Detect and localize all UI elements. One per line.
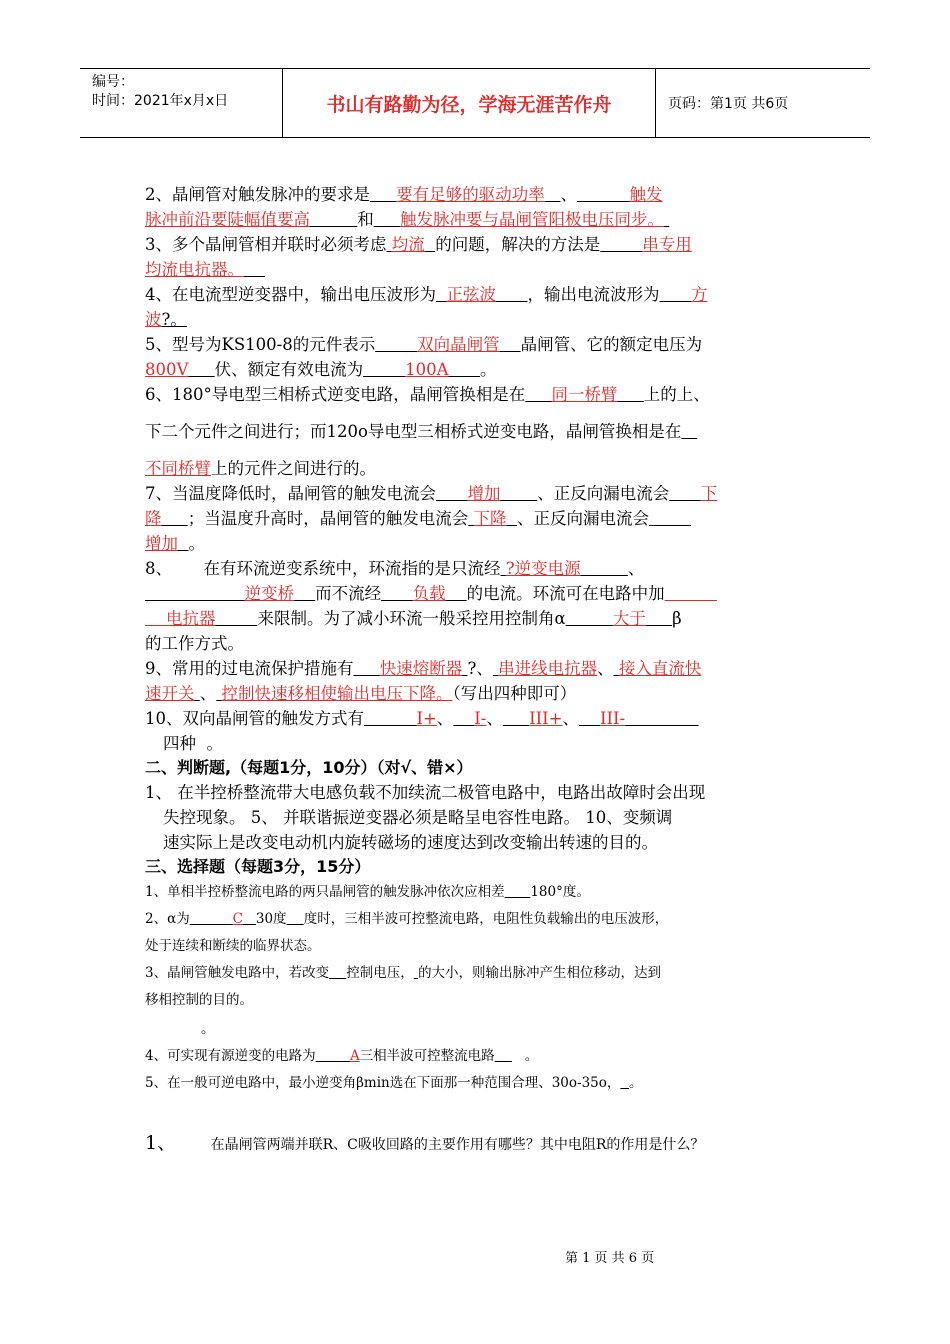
header-left-cell [80, 69, 283, 137]
question-6-line-3: 不同桥臂上的元件之间进行的。 [145, 459, 376, 478]
section-2-paragraph-3: 速实际上是改变电动机内旋转磁场的速度达到改变输出转速的目的。 [163, 833, 658, 852]
question-8-line-2: 逆变桥 而不流经 负载 的电流。环流可在电路中加 [244, 584, 665, 603]
section-2-paragraph-1: 1、 在半控桥整流带大电感负载不加续流二极管电路中，电路出故障时会出现 [145, 783, 706, 802]
choice-question-3-line-1: 3、晶闸管触发电路中，若改变 控制电压， 的大小，则输出脉冲产生相位移动，达到 [145, 965, 662, 981]
choice-question-3-line-2: 移相控制的目的。 [145, 992, 253, 1008]
question-7-line-2: 降 ；当温度升高时，晶闸管的触发电流会 下降 、正反向漏电流会 [145, 509, 649, 528]
question-8-line-1: 8、 在有环流逆变系统中，环流指的是只流经 ?逆变电源 、 [145, 559, 645, 578]
question-6-line-1: 6、180°导电型三相桥式逆变电路，晶闸管换相是在 同一桥臂 上的上、 [145, 385, 710, 404]
question-8-line-4: 的工作方式。 [145, 634, 244, 653]
choice-question-5: 5、在一般可逆电路中，最小逆变角βmin选在下面那一种范围合理、30o-35o， 。 [145, 1075, 643, 1091]
motto: 书山有路勤为径，学海无涯苦作舟 [283, 69, 656, 137]
question-7-line-1: 7、当温度降低时，晶闸管的触发电流会 增加 、正反向漏电流会 下 [145, 484, 718, 503]
question-6-line-2: 下二个元件之间进行；而120o导电型三相桥式逆变电路，晶闸管换相是在 [145, 422, 682, 441]
question-7-line-3: 增加 。 [145, 534, 205, 553]
question-5-line-1: 5、型号为KS100-8的元件表示 双向晶闸管 晶闸管、它的额定电压为 [145, 335, 703, 354]
answer-drive-power: 要有足够的驱动功率 [396, 185, 545, 204]
choice-question-3-line-3: 。 [201, 1021, 215, 1037]
question-8-line-3: 电抗器 来限制。为了减小环流一般采控用控制角α 大于 β [165, 609, 682, 628]
choice-question-2-line-2: 处于连续和断续的临界状态。 [145, 938, 321, 954]
footer-page-number: 第 1 页 共 6 页 [565, 1251, 655, 1266]
question-4-line-1: 4、在电流型逆变器中，输出电压波形为 正弦波 ，输出电流波形为 方 [145, 285, 708, 304]
question-3-line-1: 3、多个晶闸管相并联时必须考虑 均流 的问题，解决的方法是 串专用 [145, 235, 692, 254]
choice-question-4: 4、可实现有源逆变的电路为 A三相半波可控整流电路 。 [145, 1048, 539, 1064]
choice-question-2-line-1: 2、α为 C 30度 度时，三相半波可控整流电路，电阻性负载输出的电压波形， [145, 911, 669, 927]
question-9-line-1: 9、常用的过电流保护措施有 快速熔断器 ?、 串进线电抗器、 接入直流快 [145, 659, 702, 678]
section-3-title: 三、选择题（每题3分，15分） [145, 857, 371, 876]
short-answer-question-1: 1、 在晶闸管两端并联R、C吸收回路的主要作用有哪些？其中电阻R的作用是什么？ [145, 1132, 705, 1154]
date-label: 时间：2021年x月x日 [92, 93, 229, 109]
question-4-line-2: 波?。 [145, 310, 187, 329]
question-10-line-2: 四种 。 [163, 734, 223, 753]
header-table [80, 68, 870, 138]
question-2-line-1: 2、晶闸管对触发脉冲的要求是 要有足够的驱动功率 、 触发 [145, 185, 663, 204]
page-info: 页码：第1页 共6页 [668, 96, 789, 112]
document-body [145, 182, 815, 1158]
choice-question-1: 1、单相半控桥整流电路的两只晶闸管的触发脉冲依次应相差 180°度。 [145, 884, 590, 900]
question-3-line-2: 均流电抗器。 [145, 260, 244, 279]
section-2-paragraph-2: 失控现象。 5、 并联谐振逆变器必须是略呈电容性电路。 10、变频调 [163, 808, 673, 827]
section-2-title: 二、判断题,（每题1分，10分）（对√、错×） [145, 758, 473, 777]
question-10-line-1: 10、双向晶闸管的触发方式有 I+、 I-、 III+、 III- [145, 709, 626, 728]
number-label: 编号： [92, 74, 134, 90]
question-2-line-2: 脉冲前沿要陡幅值要高 和 触发脉冲要与晶闸管阳极电压同步。 [145, 210, 664, 229]
question-5-line-2: 800V 伏、额定有效电流为 100A 。 [145, 360, 497, 379]
question-9-line-2: 速开关 、 控制快速移相使输出电压下降。（写出四种即可） [145, 684, 577, 703]
